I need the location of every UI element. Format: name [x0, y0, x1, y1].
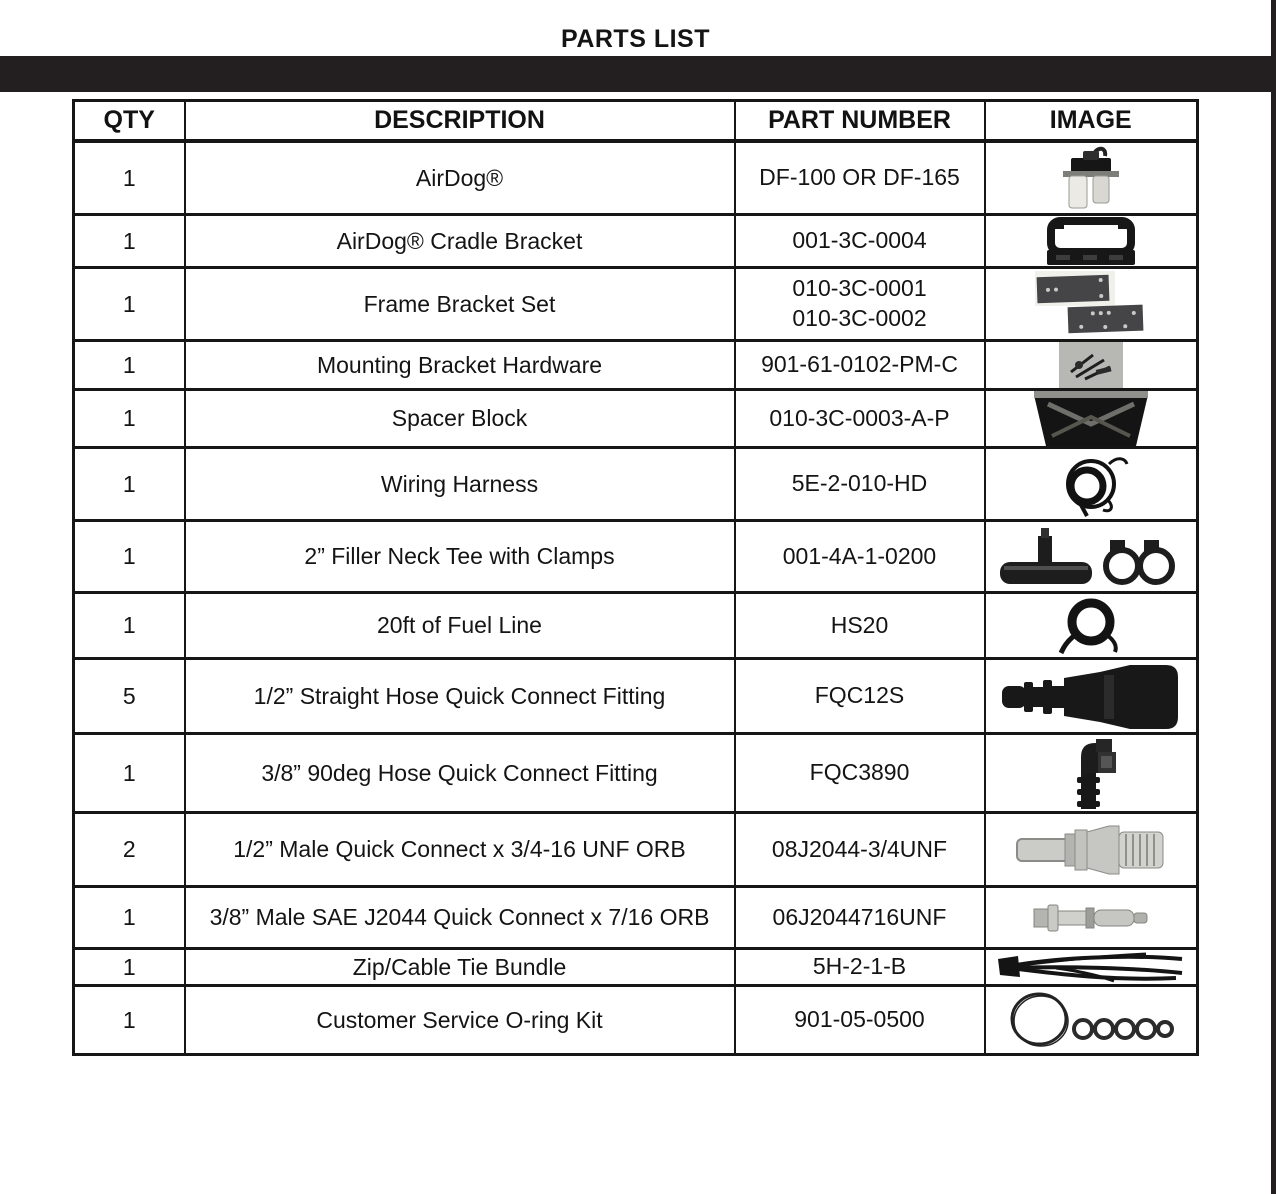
- part-number-line: FQC3890: [809, 759, 910, 786]
- table-row: [74, 593, 1198, 659]
- part-number-cell: [735, 734, 985, 813]
- description-cell: 3/8” 90deg Hose Quick Connect Fitting: [185, 734, 735, 813]
- description-cell: 1/2” Male Quick Connect x 3/4-16 UNF ORB: [185, 813, 735, 887]
- table-row: [74, 734, 1198, 813]
- part-number-line: HS20: [830, 611, 889, 638]
- part-number-line: 010-3C-0003-A-P: [769, 404, 950, 431]
- description-cell: 1/2” Straight Hose Quick Connect Fitting: [185, 659, 735, 734]
- qty-cell: 1: [74, 268, 185, 341]
- part-number-cell: [735, 341, 985, 390]
- oring-kit-photo: [989, 991, 1194, 1049]
- image-cell: [985, 593, 1198, 659]
- qty-cell: 1: [74, 986, 185, 1055]
- col-header-image: IMAGE: [985, 101, 1198, 142]
- male-qc-716-photo: [989, 902, 1194, 934]
- straight-quick-connect-photo: [989, 662, 1194, 730]
- table-row: [74, 448, 1198, 521]
- image-cell: [985, 141, 1198, 215]
- page-edge-strip: [1271, 0, 1276, 1194]
- mounting-hardware-photo: [989, 342, 1194, 388]
- table-row: [74, 887, 1198, 949]
- qty-cell: 1: [74, 949, 185, 986]
- description-cell: Spacer Block: [185, 390, 735, 448]
- part-number-line: DF-100 OR DF-165: [759, 164, 960, 191]
- part-number-line: 001-3C-0004: [792, 227, 927, 254]
- part-number-line: 001-4A-1-0200: [782, 542, 937, 569]
- qty-cell: 5: [74, 659, 185, 734]
- image-cell: [985, 986, 1198, 1055]
- qty-cell: 1: [74, 521, 185, 593]
- part-number-cell: [735, 813, 985, 887]
- elbow-quick-connect-photo: [989, 735, 1194, 811]
- qty-cell: 1: [74, 215, 185, 268]
- image-cell: [985, 659, 1198, 734]
- table-row: [74, 390, 1198, 448]
- part-number-cell: [735, 215, 985, 268]
- image-cell: [985, 341, 1198, 390]
- qty-cell: 1: [74, 141, 185, 215]
- description-cell: 3/8” Male SAE J2044 Quick Connect x 7/16 ORB: [185, 887, 735, 949]
- part-number-cell: [735, 659, 985, 734]
- table-row: [74, 986, 1198, 1055]
- parts-table: [72, 99, 1199, 1056]
- part-number-line: 901-61-0102-PM-C: [761, 351, 958, 378]
- description-cell: 20ft of Fuel Line: [185, 593, 735, 659]
- description-cell: AirDog®: [185, 141, 735, 215]
- frame-bracket-set-photo: [989, 271, 1194, 337]
- qty-cell: 1: [74, 448, 185, 521]
- image-cell: [985, 521, 1198, 593]
- description-cell: Zip/Cable Tie Bundle: [185, 949, 735, 986]
- description-cell: Wiring Harness: [185, 448, 735, 521]
- male-qc-34unf-photo: [989, 822, 1194, 878]
- qty-cell: 1: [74, 390, 185, 448]
- table-row: [74, 521, 1198, 593]
- image-cell: [985, 448, 1198, 521]
- page-title: PARTS LIST: [561, 25, 710, 53]
- table-row: [74, 215, 1198, 268]
- part-number-cell: [735, 949, 985, 986]
- part-number-line: FQC12S: [814, 682, 905, 709]
- col-header-part-number: PART NUMBER: [735, 101, 985, 142]
- part-number-cell: [735, 887, 985, 949]
- wiring-harness-photo: [989, 449, 1194, 519]
- zip-tie-bundle-photo: [989, 950, 1194, 984]
- filler-neck-tee-photo: [989, 526, 1194, 588]
- part-number-line: 010-3C-0002: [792, 305, 927, 331]
- part-number-line: 5E-2-010-HD: [791, 470, 928, 497]
- part-number-line: 5H-2-1-B: [812, 953, 907, 980]
- table-row: [74, 268, 1198, 341]
- qty-cell: 1: [74, 734, 185, 813]
- table-row: [74, 141, 1198, 215]
- header-band: [0, 56, 1276, 92]
- table-row: [74, 949, 1198, 986]
- description-cell: Mounting Bracket Hardware: [185, 341, 735, 390]
- part-number-cell: [735, 268, 985, 341]
- qty-cell: 2: [74, 813, 185, 887]
- qty-cell: 1: [74, 341, 185, 390]
- image-cell: [985, 390, 1198, 448]
- header-row: [74, 101, 1198, 142]
- image-cell: [985, 949, 1198, 986]
- part-number-cell: [735, 448, 985, 521]
- qty-cell: 1: [74, 887, 185, 949]
- part-number-cell: [735, 986, 985, 1055]
- cradle-bracket-photo: [989, 216, 1194, 266]
- image-cell: [985, 887, 1198, 949]
- image-cell: [985, 215, 1198, 268]
- part-number-line: 08J2044-3/4UNF: [771, 835, 948, 862]
- airdog-pump-photo: [989, 143, 1194, 213]
- col-header-description: DESCRIPTION: [185, 101, 735, 142]
- table-row: [74, 813, 1198, 887]
- qty-cell: 1: [74, 593, 185, 659]
- part-number-line: 010-3C-0001: [792, 275, 927, 302]
- part-number-line: 901-05-0500: [794, 1006, 925, 1033]
- part-number-cell: [735, 593, 985, 659]
- table-row: [74, 659, 1198, 734]
- part-number-cell: [735, 521, 985, 593]
- part-number-cell: [735, 141, 985, 215]
- col-header-qty: QTY: [74, 101, 185, 142]
- description-cell: AirDog® Cradle Bracket: [185, 215, 735, 268]
- fuel-line-coil-photo: [989, 595, 1194, 657]
- description-cell: 2” Filler Neck Tee with Clamps: [185, 521, 735, 593]
- part-number-line: 06J2044716UNF: [772, 903, 947, 930]
- image-cell: [985, 734, 1198, 813]
- part-number-cell: [735, 390, 985, 448]
- parts-table-body: [74, 141, 1198, 1055]
- spacer-block-photo: [989, 391, 1194, 446]
- image-cell: [985, 268, 1198, 341]
- image-cell: [985, 813, 1198, 887]
- description-cell: Customer Service O-ring Kit: [185, 986, 735, 1055]
- table-row: [74, 341, 1198, 390]
- description-cell: Frame Bracket Set: [185, 268, 735, 341]
